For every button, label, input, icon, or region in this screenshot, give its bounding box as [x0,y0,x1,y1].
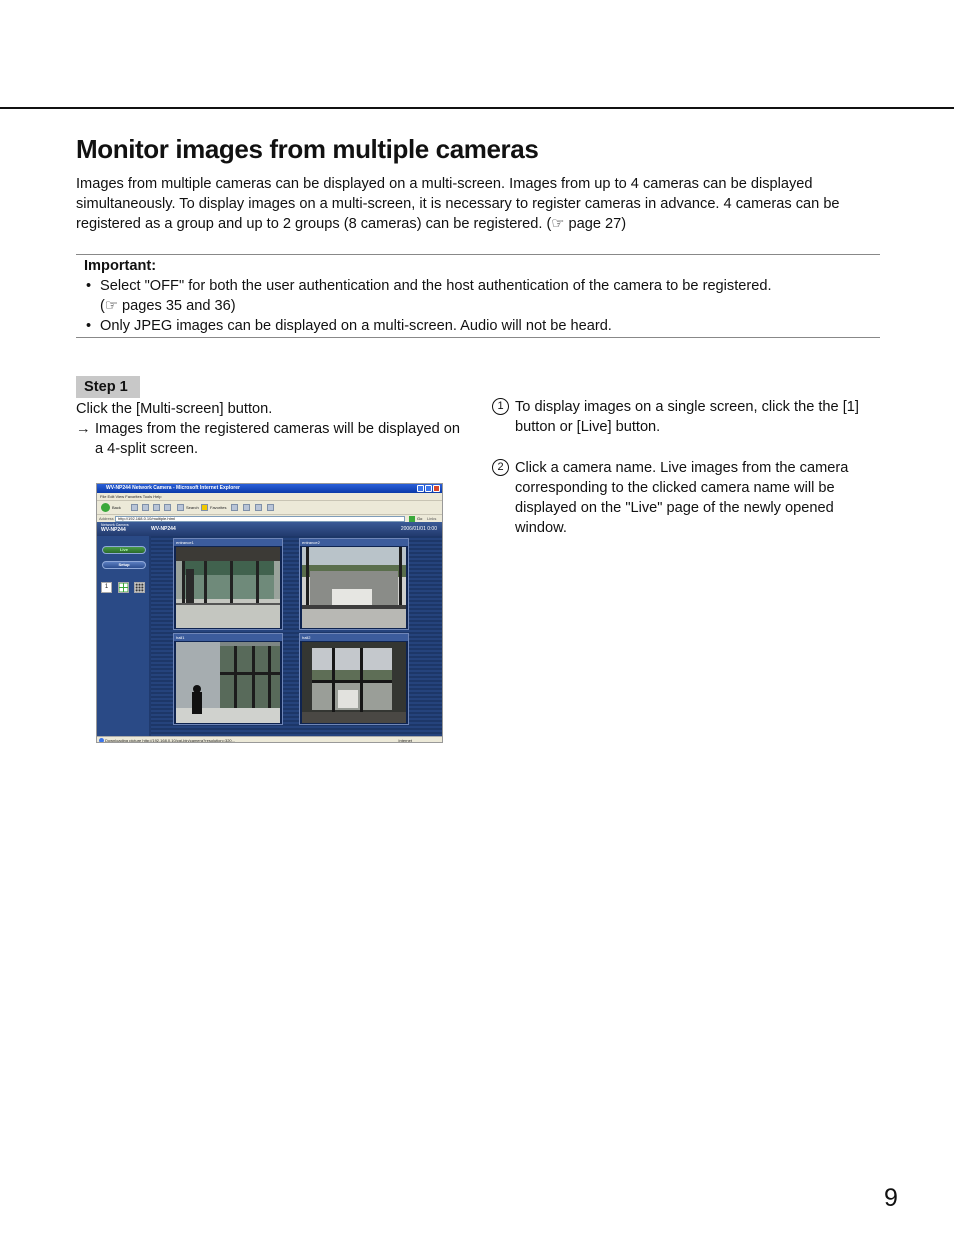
status-bar [97,736,442,743]
multi-screen-group-button[interactable] [134,582,145,593]
favorites-button[interactable]: Favorites [210,505,227,510]
browser-screenshot [96,483,443,743]
step-instruction: Click the [Multi-screen] button. [76,401,273,417]
important-box [76,254,880,338]
top-rule [0,107,954,109]
camera-feed-image [176,547,280,628]
favorites-icon[interactable] [201,504,208,511]
multi-screen-button[interactable] [118,582,129,593]
model-label: WV-NP244 [101,527,126,533]
important-item [86,276,866,316]
camera-tile [299,538,409,630]
page-number: 9 [884,1184,898,1212]
datetime-label: 2006/01/01 0:00 [400,526,437,532]
go-button[interactable]: Go [417,516,423,521]
notes [492,397,882,559]
step-text [76,399,471,459]
intro-paragraph: Images from multiple cameras can be displayed on a multi-screen. Images from up to 4 cameras can be displayed simultaneously. To display images on a multi-screen, it is necessary to register cameras in advance. 4 cameras can be registered as a group and up to 2 groups (8 cameras) can be registered. (☞ page 27) [76,176,840,232]
quad-grid-icon [119,583,128,592]
camera-name-link[interactable]: entrance2 [300,539,408,546]
grid-icon [135,583,144,592]
note-item [492,458,882,538]
minimize-icon[interactable] [417,485,424,492]
camera-feed-image [176,642,280,723]
address-bar [97,514,442,522]
step-result [76,419,471,459]
history-icon[interactable] [231,504,238,511]
circled-number-icon: 2 [492,459,509,476]
address-input[interactable]: http://192.168.0.10/multiple.html [115,516,405,522]
toolbar [97,500,442,514]
camera-page [97,522,443,736]
important-item [86,316,866,336]
camera-name-link[interactable]: entrance1 [174,539,282,546]
camera-image[interactable] [302,547,406,628]
camera-tile [299,633,409,725]
mail-icon[interactable] [243,504,250,511]
camera-image[interactable] [176,547,280,628]
camera-name-link[interactable]: hall2 [300,634,408,641]
camera-tile [173,538,283,630]
step-result-text: Images from the registered cameras will be displayed on a 4-split screen. [95,421,461,457]
window-title: WV-NP244 Network Camera - Microsoft Internet Explorer [97,484,442,493]
important-item-text: Select "OFF" for both the user authentication and the host authentication of the camera to be registered. [100,278,772,294]
camera-image[interactable] [176,642,280,723]
search-icon[interactable] [177,504,184,511]
setup-button[interactable]: Setup [102,561,146,569]
zone-label: Internet [398,738,412,743]
maximize-icon[interactable] [425,485,432,492]
camera-feed-image [302,642,406,723]
camera-header [97,522,443,536]
back-icon[interactable] [101,503,110,512]
camera-image[interactable] [302,642,406,723]
camera-sidebar [97,536,149,736]
camera-name-label: WV-NP244 [151,526,176,532]
important-item-text: Only JPEG images can be displayed on a multi-screen. Audio will not be heard. [100,318,612,334]
important-heading: Important: [84,258,157,274]
arrow-icon: → [76,421,91,437]
search-button[interactable]: Search [186,505,199,510]
refresh-icon[interactable] [153,504,160,511]
back-button[interactable]: Back [112,505,121,510]
note-text: Click a camera name. Live images from the camera corresponding to the clicked camera name will be displayed on the "Live" page of the newly opened window. [515,460,849,536]
ie-page-icon [99,738,104,743]
page-reference: (☞ pages 35 and 36) [100,298,236,314]
single-screen-button[interactable]: 1 [101,582,112,593]
edit-icon[interactable] [267,504,274,511]
status-text: Downloading picture http://192.168.0.10/cgi-bin/camera?resolution=320... [105,738,235,743]
multi-screen-area [151,536,443,736]
note-text: To display images on a single screen, click the the [1] button or [Live] button. [515,399,859,435]
step-label: Step 1 [76,376,140,398]
print-icon[interactable] [255,504,262,511]
home-icon[interactable] [164,504,171,511]
camera-name-link[interactable]: hall1 [174,634,282,641]
live-button[interactable]: Live [102,546,146,554]
links-label[interactable]: Links [427,516,437,521]
page-title: Monitor images from multiple cameras [76,134,539,164]
note-item [492,397,882,437]
address-label: Address [99,516,114,521]
important-list [86,276,866,336]
brand-label: Network Camera [101,523,129,527]
forward-icon[interactable] [131,504,138,511]
circled-number-icon: 1 [492,398,509,415]
menu-bar[interactable]: File Edit View Favorites Tools Help [97,493,442,500]
stop-icon[interactable] [142,504,149,511]
camera-feed-image [302,547,406,628]
camera-tile [173,633,283,725]
close-icon[interactable] [433,485,440,492]
